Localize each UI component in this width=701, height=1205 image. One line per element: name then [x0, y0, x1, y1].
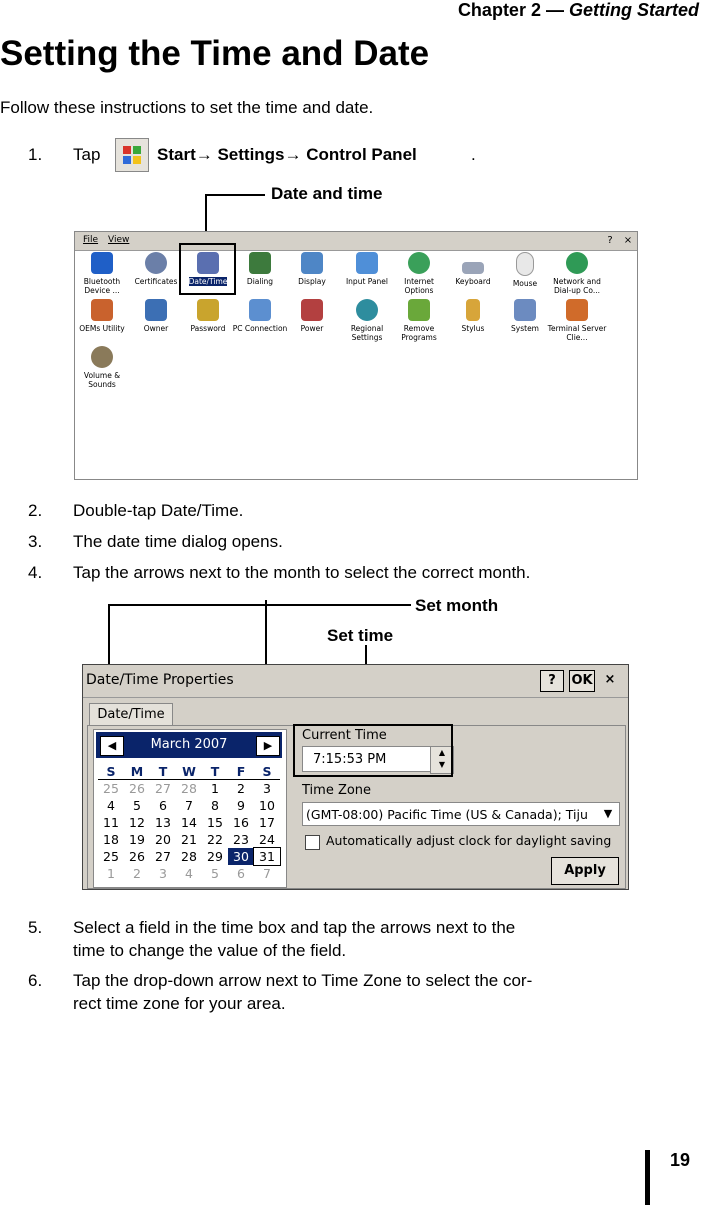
help-button[interactable]: ?: [540, 670, 564, 692]
day-cell[interactable]: 24: [259, 832, 275, 847]
day-cell[interactable]: 6: [237, 866, 245, 881]
dialog-title-bar: [83, 665, 628, 698]
step-path: Start→ Settings→ Control Panel: [157, 145, 417, 164]
password-icon: [197, 299, 219, 321]
apply-button[interactable]: Apply: [551, 857, 619, 885]
step-3: 3. The date time dialog opens.: [28, 532, 283, 551]
day-cell[interactable]: 12: [129, 815, 145, 830]
owner-icon: [145, 299, 167, 321]
step-2: 2. Double-tap Date/Time.: [28, 501, 244, 520]
day-cell[interactable]: 9: [237, 798, 245, 813]
certificates-item[interactable]: Certificates: [126, 252, 186, 286]
day-cell[interactable]: 26: [129, 849, 145, 864]
day-cell[interactable]: 2: [133, 866, 141, 881]
terminal-server-item[interactable]: Terminal Server Clie...: [547, 299, 607, 342]
day-cell[interactable]: 6: [159, 798, 167, 813]
spin-up-icon[interactable]: ▲: [438, 748, 446, 757]
pc-connection-item[interactable]: PC Connection: [230, 299, 290, 333]
day-cell[interactable]: 26: [129, 781, 145, 796]
stylus-item[interactable]: Stylus: [443, 299, 503, 333]
week-row: [98, 865, 282, 882]
internet-options-item[interactable]: Internet Options: [389, 252, 449, 295]
dialing-item[interactable]: Dialing: [230, 252, 290, 286]
day-cell[interactable]: 11: [103, 815, 119, 830]
chapter-title: Getting Started: [568, 0, 699, 20]
date-time-highlight: [179, 243, 236, 295]
week-row: [98, 814, 282, 831]
calendar-grid: [98, 763, 282, 882]
callout-set-month: Set month: [415, 596, 499, 615]
spin-down-icon[interactable]: ▼: [438, 760, 446, 769]
step-1: [0, 145, 701, 169]
intro-text: Follow these instructions to set the time and date.: [0, 98, 374, 117]
date-time-dialog: [82, 664, 629, 890]
menu-bar: [75, 232, 637, 251]
close-button[interactable]: ×: [623, 235, 633, 246]
help-button[interactable]: ?: [607, 235, 613, 246]
step-tap: Tap: [73, 145, 101, 164]
control-panel-window: [74, 231, 638, 480]
owner-item[interactable]: Owner: [126, 299, 186, 333]
time-zone-label: Time Zone: [302, 783, 372, 798]
terminal-server-icon: [566, 299, 588, 321]
password-item[interactable]: Password: [178, 299, 238, 333]
step-4: 4. Tap the arrows next to the month to select the correct month.: [28, 563, 531, 582]
stylus-icon: [466, 299, 480, 321]
network-item[interactable]: Network and Dial-up Co...: [547, 252, 607, 295]
bluetooth-item[interactable]: Bluetooth Device ...: [72, 252, 132, 295]
time-input[interactable]: 7:15:53 PM: [302, 746, 433, 772]
dst-label: Automatically adjust clock for daylight saving: [326, 833, 612, 848]
menu-view[interactable]: View: [108, 235, 130, 245]
tab-date-time[interactable]: Date/Time: [89, 703, 173, 726]
time-zone-select[interactable]: (GMT-08:00) Pacific Time (US & Canada); Tiju: [302, 802, 620, 826]
day-cell[interactable]: 1: [211, 781, 219, 796]
input-panel-item[interactable]: Input Panel: [337, 252, 397, 286]
regional-settings-icon: [356, 299, 378, 321]
today-day-cell[interactable]: 31: [254, 848, 280, 865]
time-box-highlight: [293, 724, 453, 777]
week-row: [98, 848, 282, 865]
day-cell[interactable]: 5: [133, 798, 141, 813]
day-cell[interactable]: 8: [211, 798, 219, 813]
step-6: 6. Tap the drop-down arrow next to Time Zone to select the cor- rect time zone for your area.: [28, 971, 533, 1013]
week-row: [98, 797, 282, 814]
chapter-number: Chapter 2 —: [457, 0, 564, 20]
selected-day-cell[interactable]: 30: [228, 848, 254, 865]
oems-utility-icon: [91, 299, 113, 321]
calendar: [93, 729, 287, 888]
day-of-week-row: S M T W T F S: [98, 763, 282, 780]
display-icon: [301, 252, 323, 274]
week-row: [98, 780, 282, 797]
month-label: March 2007: [150, 737, 228, 752]
dst-checkbox[interactable]: [305, 835, 320, 850]
calendar-header: [96, 732, 282, 758]
internet-options-icon: [408, 252, 430, 274]
day-cell[interactable]: 19: [129, 832, 145, 847]
day-cell[interactable]: 7: [263, 866, 271, 881]
regional-settings-item[interactable]: Regional Settings: [337, 299, 397, 342]
prev-month-button[interactable]: ◀: [100, 736, 124, 756]
bluetooth-icon: [91, 252, 113, 274]
day-cell[interactable]: 18: [103, 832, 119, 847]
day-cell[interactable]: 22: [207, 832, 223, 847]
mouse-icon: [516, 252, 534, 276]
dropdown-arrow-icon[interactable]: ▼: [598, 803, 618, 825]
day-cell[interactable]: 4: [185, 866, 193, 881]
day-cell[interactable]: 25: [103, 849, 119, 864]
day-cell[interactable]: 28: [181, 849, 197, 864]
remove-programs-item[interactable]: Remove Programs: [389, 299, 449, 342]
start-button-icon: [115, 138, 149, 172]
day-cell[interactable]: 28: [181, 781, 197, 796]
dialing-icon: [249, 252, 271, 274]
dialog-title: Date/Time Properties: [86, 672, 234, 688]
power-item[interactable]: Power: [282, 299, 342, 333]
week-row: [98, 831, 282, 848]
callout-line: [205, 194, 265, 196]
page-number-bar: [645, 1150, 650, 1205]
certificates-icon: [145, 252, 167, 274]
volume-sounds-item[interactable]: Volume & Sounds: [72, 346, 132, 389]
keyboard-item[interactable]: Keyboard: [443, 252, 503, 286]
day-cell[interactable]: 7: [185, 798, 193, 813]
remove-programs-icon: [408, 299, 430, 321]
day-cell[interactable]: 27: [155, 849, 171, 864]
date-time-item[interactable]: Date/Time: [178, 252, 238, 286]
day-cell[interactable]: 21: [181, 832, 197, 847]
day-cell[interactable]: 5: [211, 866, 219, 881]
page-number: 19: [670, 1150, 691, 1170]
power-icon: [301, 299, 323, 321]
keyboard-icon: [462, 262, 484, 274]
day-cell[interactable]: 4: [107, 798, 115, 813]
day-cell[interactable]: 17: [259, 815, 275, 830]
step-number: 1.: [28, 145, 43, 164]
volume-sounds-icon: [91, 346, 113, 368]
callout-line: [108, 604, 411, 606]
system-item[interactable]: System: [495, 299, 555, 333]
day-cell[interactable]: 1: [107, 866, 115, 881]
close-button[interactable]: ×: [604, 672, 616, 687]
day-cell[interactable]: 20: [155, 832, 171, 847]
step-5: 5. Select a field in the time box and tap the arrows next to the time to change the value of the field.: [28, 918, 516, 960]
day-cell[interactable]: 3: [263, 781, 271, 796]
network-icon: [566, 252, 588, 274]
callout-date-and-time: Date and time: [271, 184, 383, 203]
pc-connection-icon: [249, 299, 271, 321]
callout-set-time: Set time: [327, 626, 394, 645]
day-cell[interactable]: 27: [155, 781, 171, 796]
chapter-header: [458, 0, 699, 21]
display-item[interactable]: Display: [282, 252, 342, 286]
day-cell[interactable]: 14: [181, 815, 197, 830]
mouse-item[interactable]: Mouse: [495, 252, 555, 288]
day-cell[interactable]: 13: [155, 815, 171, 830]
day-cell[interactable]: 10: [259, 798, 275, 813]
day-cell[interactable]: 25: [103, 781, 119, 796]
page-title: Setting the Time and Date: [0, 34, 430, 73]
input-panel-icon: [356, 252, 378, 274]
step-period: .: [471, 145, 476, 164]
next-month-button[interactable]: ▶: [256, 736, 280, 756]
current-time-label: Current Time: [302, 728, 387, 743]
day-cell[interactable]: 15: [207, 815, 223, 830]
day-cell[interactable]: 29: [207, 849, 223, 864]
menu-file[interactable]: File: [83, 235, 99, 245]
system-icon: [514, 299, 536, 321]
day-cell[interactable]: 23: [233, 832, 249, 847]
day-cell[interactable]: 16: [233, 815, 249, 830]
day-cell[interactable]: 2: [237, 781, 245, 796]
oems-utility-item[interactable]: OEMs Utility: [72, 299, 132, 333]
day-cell[interactable]: 3: [159, 866, 167, 881]
ok-button[interactable]: OK: [569, 670, 595, 692]
